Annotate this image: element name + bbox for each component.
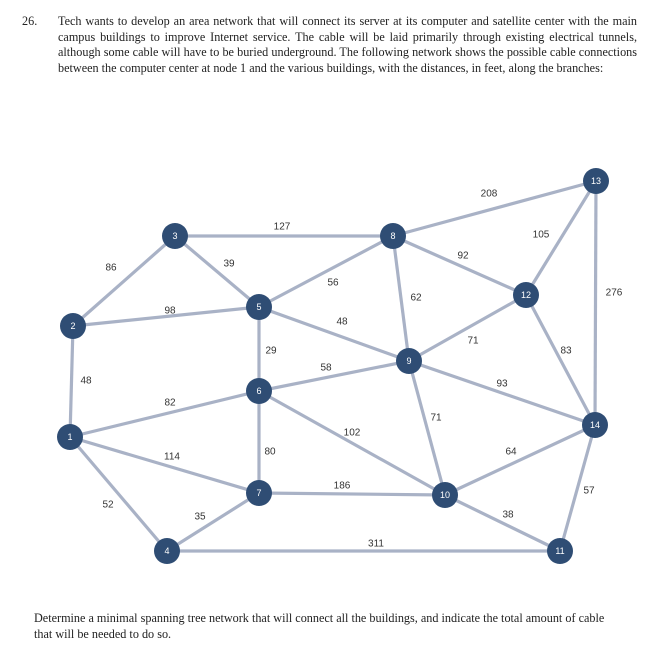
- edge-weight-6-10: 102: [343, 427, 361, 439]
- edge-weight-2-3: 86: [105, 262, 117, 274]
- edge-9-12: [409, 292, 526, 361]
- edge-weight-8-12: 92: [457, 250, 469, 262]
- edge-5-9: [259, 307, 409, 361]
- node-label-1: 1: [67, 431, 73, 442]
- node-label-4: 4: [164, 545, 170, 556]
- node-label-10: 10: [439, 489, 451, 500]
- node-label-8: 8: [390, 230, 396, 241]
- edge-3-5: [175, 236, 259, 307]
- node-label-13: 13: [590, 175, 602, 186]
- node-label-6: 6: [256, 385, 262, 396]
- node-label-14: 14: [589, 419, 601, 430]
- node-label-11: 11: [555, 545, 565, 556]
- edge-2-3: [73, 236, 175, 326]
- problem-number: 26.: [22, 14, 38, 28]
- edge-9-10: [409, 361, 445, 495]
- edge-weight-4-11: 311: [368, 538, 384, 550]
- edge-weight-9-10: 71: [430, 412, 442, 424]
- edge-weight-10-11: 38: [502, 509, 514, 521]
- edge-weight-1-2: 48: [80, 375, 92, 387]
- edge-weight-3-8: 127: [273, 221, 291, 233]
- edge-weight-13-14: 276: [605, 287, 623, 299]
- edge-13-14: [595, 181, 596, 425]
- edge-10-14: [445, 425, 595, 495]
- edge-8-12: [393, 236, 526, 295]
- edge-weight-2-5: 98: [164, 305, 176, 317]
- edge-6-9: [259, 361, 409, 391]
- node-label-9: 9: [406, 355, 412, 366]
- edge-weight-10-14: 64: [505, 446, 517, 458]
- edge-weight-1-6: 82: [164, 397, 176, 409]
- edge-weight-7-10: 186: [333, 480, 351, 492]
- edge-weight-4-7: 35: [194, 511, 206, 523]
- edge-weight-12-14: 83: [560, 345, 572, 357]
- edge-1-2: [70, 326, 73, 437]
- edge-weight-12-13: 105: [532, 229, 550, 241]
- edge-weight-5-8: 56: [327, 277, 339, 289]
- node-label-2: 2: [70, 320, 76, 331]
- node-label-3: 3: [172, 230, 178, 241]
- edge-weight-9-14: 93: [496, 378, 508, 390]
- problem-text: Tech wants to develop an area network that will connect its server at its computer and satellite center with the main campus buildings to improve Internet service. The cable will be laid primarily through existing electrical tunnels, although some cable will have to be buried underground. The following network shows the possible cable connections between the computer center at node 1 and the various buildings, with the distances, in feet, along the branches:: [58, 14, 637, 75]
- edge-1-7: [70, 437, 259, 493]
- edge-weight-6-9: 58: [320, 362, 332, 374]
- edge-1-4: [70, 437, 167, 551]
- question-text: Determine a minimal spanning tree network that will connect all the buildings, and indicate the total amount of cable that will be needed to do so.: [34, 611, 605, 641]
- edge-weight-8-13: 208: [480, 188, 498, 200]
- edge-weight-9-12: 71: [467, 335, 479, 347]
- node-label-12: 12: [520, 289, 532, 300]
- edge-7-10: [259, 493, 445, 495]
- edge-weight-1-4: 52: [102, 499, 114, 511]
- edge-5-8: [259, 236, 393, 307]
- node-label-7: 7: [256, 487, 262, 498]
- edge-weight-11-14: 57: [583, 485, 595, 497]
- edge-4-7: [167, 493, 259, 551]
- node-label-5: 5: [256, 301, 262, 312]
- edge-weight-6-7: 80: [264, 446, 276, 458]
- edge-weight-8-9: 62: [410, 292, 422, 304]
- edge-6-10: [259, 391, 445, 495]
- edge-weight-1-7: 114: [164, 451, 180, 463]
- edge-weight-5-6: 29: [265, 345, 277, 357]
- edge-10-11: [445, 495, 560, 551]
- edge-weight-3-5: 39: [223, 258, 235, 270]
- edge-8-9: [393, 236, 409, 361]
- edge-weight-5-9: 48: [336, 316, 348, 328]
